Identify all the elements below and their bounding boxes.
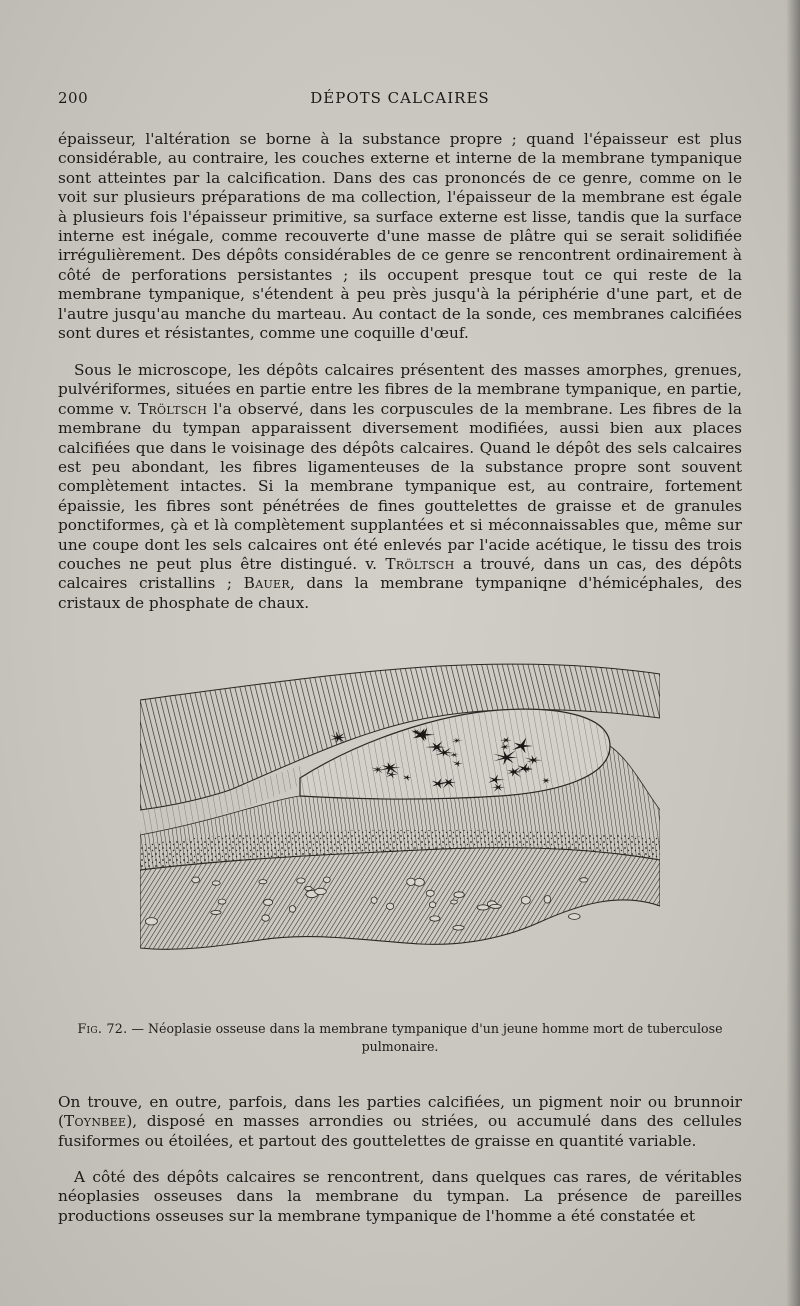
author-name-troltsch: Tröltsch xyxy=(137,399,208,418)
paragraph-2-part-2: l'a observé, dans les corpuscules de la membrane. Les fibres de la membrane du tympan apparaissent diversement modifiées, aussi bien aux places calcifiées que dans le voisinage des dépôts calcaires. Quand le dépôt des sels calcaires est peu abondant, les fibres ligamenteuses de la substance propre sont souvent complètement intactes. Si la membrane tympanique est, au contraire, fortement épaissie, les fibres sont pénétrées de fines gouttelettes de graisse et de granules ponctiformes, çà et là complètement supplantées et si méconnaissables que, même sur une coupe dont les sels calcaires ont été enlevés par l'acide acétique, le tissu des trois couches ne peut plus être distingué. v. xyxy=(58,399,742,574)
paragraph-3-part-2: ), disposé en masses arrondies ou striées, ou accumulé dans des cellules fusiformes ou étoilées, et partout des gouttelettes de graisse en quantité variable. xyxy=(58,1112,742,1150)
paragraph-1 xyxy=(58,130,742,343)
cell-nucleus xyxy=(580,878,588,882)
cell-nucleus xyxy=(569,914,581,920)
cell-nucleus xyxy=(212,881,220,885)
cell-nucleus xyxy=(289,906,295,913)
cell-nucleus xyxy=(264,899,273,905)
cell-nucleus xyxy=(387,903,394,909)
cell-nucleus xyxy=(454,892,464,898)
paragraph-2-part-1: Sous le microscope, les dépôts calcaires présentent des masses amorphes, grenues, pulvériformes, situées en partie entre les fibres de la membrane tympanique, en partie, comme v. xyxy=(58,361,742,418)
page-number: 200 xyxy=(58,89,89,107)
author-name-toynbee: Toynbee xyxy=(63,1112,127,1131)
cell-nucleus xyxy=(259,880,267,884)
histology-engraving xyxy=(140,660,660,952)
cell-nucleus xyxy=(305,887,312,891)
paragraph-3-part-1: On trouve, en outre, parfois, dans les parties calcifiées, un pigment noir ou brunnoir ( xyxy=(58,1093,742,1131)
author-name-bauer: Bauer xyxy=(243,574,290,593)
cell-nucleus xyxy=(426,890,434,896)
cell-nucleus xyxy=(371,897,377,903)
paragraph-3-text xyxy=(58,1093,742,1151)
figure-label: Fig. 72. xyxy=(77,1021,128,1036)
cell-nucleus xyxy=(521,897,530,905)
paragraph-4-text: A côté des dépôts calcaires se rencontrent, dans quelques cas rares, de véritables néoplasies osseuses dans la membrane du tympan. La présence de pareilles productions osseuses sur la membrane tympanique de l'homme a été constatée et xyxy=(58,1168,742,1225)
cell-nucleus xyxy=(451,900,458,904)
paragraph-4 xyxy=(58,1168,742,1226)
lower-fibrous-layer xyxy=(140,848,660,950)
paragraph-1-text: épaisseur, l'altération se borne à la substance propre ; quand l'épaisseur est plus considérable, au contraire, les couches externe et interne de la membrane tympanique sont atteintes par la calcification. Dans des cas prononcés de ce genre, comme on le voit sur plusieurs préparations de ma collection, l'épaisseur de la membrane est égale à plusieurs fois l'épaisseur primitive, sa surface externe est lisse, tandis que la surface interne est inégale, comme recouverte d'une masse de plâtre qui se serait solidifiée irrégulièrement. Des dépôts considérables de ce genre se rencontrent ordinairement à côté de perforations persistantes ; ils occupent presque tout ce qui reste de la membrane tympanique, s'étendent à peu près jusqu'à la périphérie d'une part, et de l'autre jusqu'au manche du marteau. Au contact de la sonde, ces membranes calcifiées sont dures et résistantes, comme une coquille d'œuf. xyxy=(58,130,742,343)
paragraph-3 xyxy=(58,1093,742,1151)
cell-nucleus xyxy=(297,878,305,883)
cell-nucleus xyxy=(407,878,415,885)
paragraph-2 xyxy=(58,361,742,613)
cell-nucleus xyxy=(490,904,501,908)
cell-nucleus xyxy=(429,902,435,908)
author-name-troltsch-2: Tröltsch xyxy=(385,555,455,574)
cell-nucleus xyxy=(323,877,330,883)
cell-nucleus xyxy=(211,911,221,915)
cell-nucleus xyxy=(192,877,200,883)
cell-nucleus xyxy=(544,896,551,904)
page-header xyxy=(58,89,742,111)
cell-nucleus xyxy=(145,918,157,925)
cell-nucleus xyxy=(430,916,440,921)
figure-72-illustration xyxy=(140,660,660,952)
cell-nucleus xyxy=(414,878,424,886)
figure-caption-text: — Néoplasie osseuse dans la membrane tympanique d'un jeune homme mort de tuberculose pulmonaire. xyxy=(127,1021,723,1054)
cell-nucleus xyxy=(477,905,489,910)
figure-caption xyxy=(58,1020,742,1056)
cell-nucleus xyxy=(315,888,327,894)
page-edge-shadow xyxy=(786,0,800,1306)
paragraph-2-part-3: a trouvé, dans un cas, des dépôts calcaires cristallins ; xyxy=(58,555,742,593)
paragraph-2-text xyxy=(58,361,742,613)
cell-nucleus xyxy=(218,899,226,904)
paragraph-2-part-4: , dans la membrane tympaniqne d'hémicéphales, des cristaux de phosphate de chaux. xyxy=(58,574,742,612)
cell-nucleus xyxy=(453,926,464,931)
running-title: DÉPOTS CALCAIRES xyxy=(310,89,490,107)
cell-nucleus xyxy=(262,915,270,921)
